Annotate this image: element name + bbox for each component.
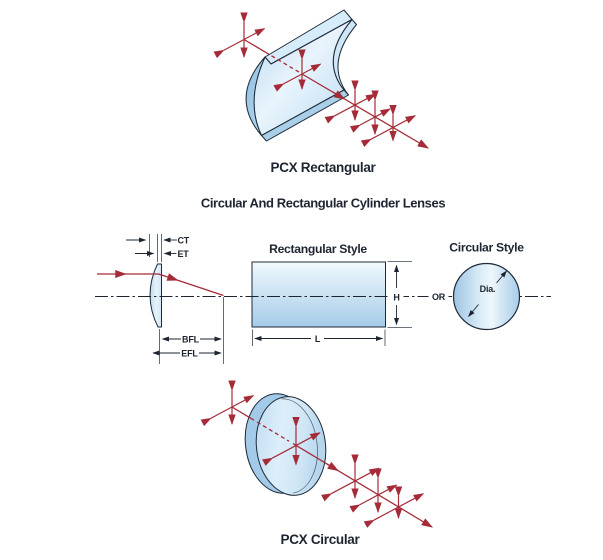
polarization-cross [224,22,265,57]
bottom-figure-caption: PCX Circular [280,532,360,547]
rectangular-style-shape [252,262,386,327]
et-dimension [135,249,189,259]
efl-dimension [153,349,221,359]
pcx-circular-figure [211,390,432,547]
l-dimension [255,334,383,344]
dia-label: Dia. [479,284,496,294]
pcx-rectangular-figure [224,10,428,175]
et-label: ET [177,249,189,259]
polarization-cross [374,494,423,520]
l-label: L [314,334,321,344]
polarization-cross [211,390,254,424]
beam-direction-arrow [327,464,338,471]
polarization-cross [331,464,379,498]
circular-lens-3d [240,390,332,500]
h-label: H [393,292,400,303]
top-figure-caption: PCX Rectangular [270,160,376,175]
bfl-dimension [163,335,222,345]
efl-label: EFL [181,348,198,359]
h-dimension [390,266,404,325]
or-label: OR [431,292,446,302]
polarization-cross [360,478,397,512]
section-heading: Circular And Rectangular Cylinder Lenses [200,195,446,211]
rectangular-style-title: Rectangular Style [269,242,367,256]
or-connector [429,290,449,303]
circular-style-title: Circular Style [449,240,524,255]
circular-style-shape [454,264,520,330]
bfl-label: BFL [182,334,199,345]
dimension-drawing [95,234,551,364]
ct-label: CT [177,235,190,246]
polarization-cross [360,100,390,134]
